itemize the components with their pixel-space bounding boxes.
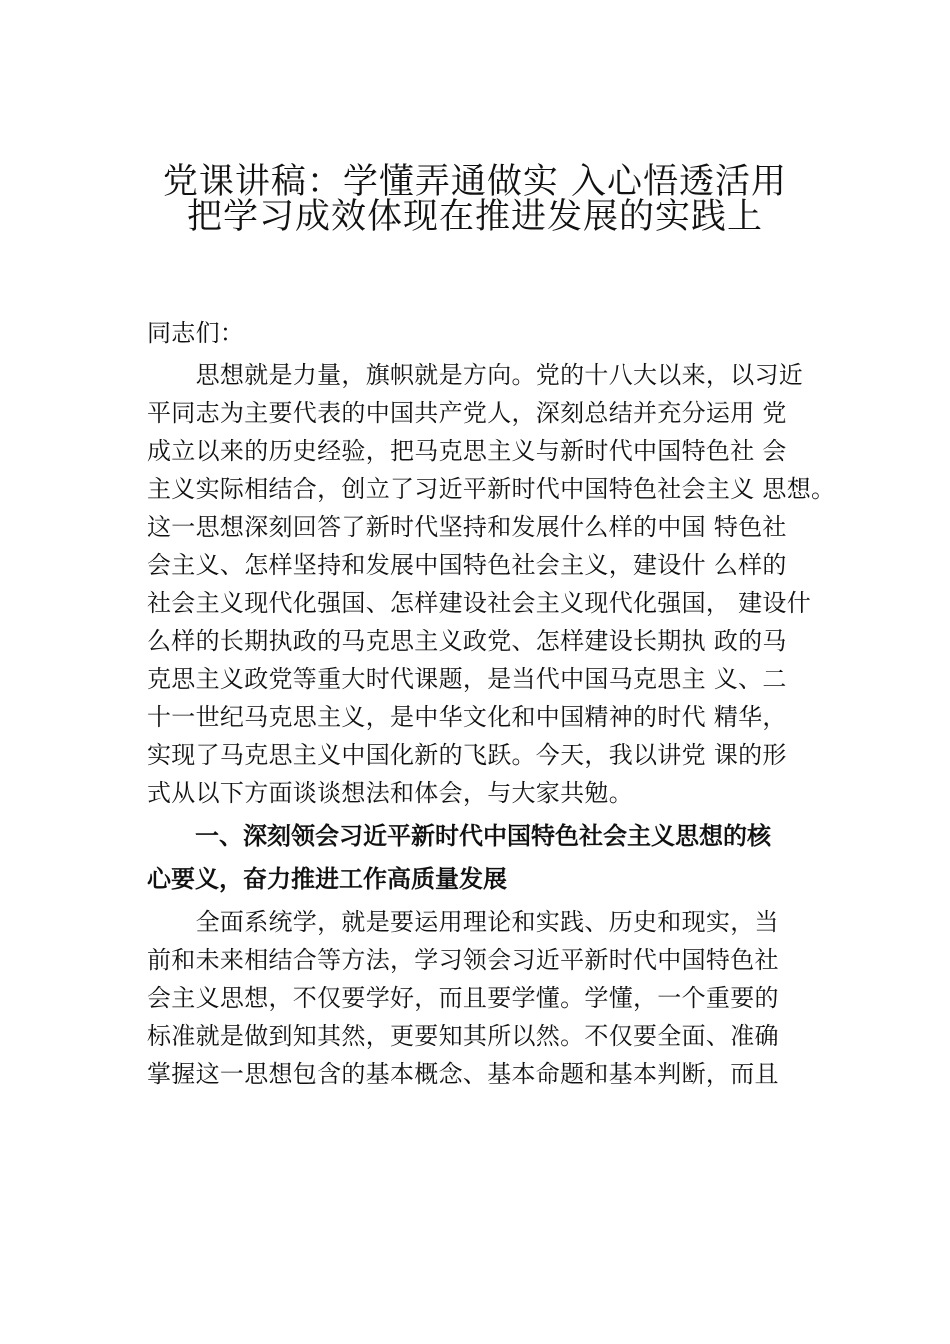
section-body-line: 前和未来相结合等方法，学习领会习近平新时代中国特色社 bbox=[147, 946, 779, 974]
intro-line: 思想就是力量，旗帜就是方向。党的十八大以来，以习近 bbox=[147, 361, 804, 389]
intro-line: 么样的长期执政的马克思主义政党、怎样建设长期执 政的马 bbox=[147, 627, 787, 655]
intro-line: 克思主义政党等重大时代课题，是当代中国马克思主 义、二 bbox=[147, 665, 787, 693]
section-body-line: 全面系统学，就是要运用理论和实践、历史和现实，当 bbox=[147, 908, 779, 936]
salutation: 同志们： bbox=[147, 319, 245, 347]
section-body-line: 会主义思想，不仅要学好，而且要学懂。学懂，一个重要的 bbox=[147, 984, 779, 1012]
intro-line: 这一思想深刻回答了新时代坚持和发展什么样的中国 特色社 bbox=[147, 513, 787, 541]
intro-line: 实现了马克思主义中国化新的飞跃。今天，我以讲党 课的形 bbox=[147, 741, 787, 769]
intro-line: 主义实际相结合，创立了习近平新时代中国特色社会主义 思想。 bbox=[147, 475, 836, 503]
document-title-line-2: 把学习成效体现在推进发展的实践上 bbox=[186, 197, 763, 237]
section-body-line: 掌握这一思想包含的基本概念、基本命题和基本判断，而且 bbox=[147, 1060, 779, 1088]
document-title-line-1: 党课讲稿：学懂弄通做实 入心悟透活用 bbox=[162, 162, 788, 202]
intro-line: 平同志为主要代表的中国共产党人，深刻总结并充分运用 党 bbox=[147, 399, 787, 427]
intro-line: 社会主义现代化强国、怎样建设社会主义现代化强国， 建设什 bbox=[147, 589, 812, 617]
intro-line: 十一世纪马克思主义，是中华文化和中国精神的时代 精华， bbox=[147, 703, 787, 731]
section-heading-line: 一、深刻领会习近平新时代中国特色社会主义思想的核 bbox=[147, 822, 771, 850]
section-heading-line: 心要义，奋力推进工作高质量发展 bbox=[147, 865, 507, 893]
intro-line: 会主义、怎样坚持和发展中国特色社会主义，建设什 么样的 bbox=[147, 551, 787, 579]
intro-line: 式从以下方面谈谈想法和体会，与大家共勉。 bbox=[147, 779, 633, 807]
intro-line: 成立以来的历史经验，把马克思主义与新时代中国特色社 会 bbox=[147, 437, 787, 465]
section-body-line: 标准就是做到知其然，更要知其所以然。不仅要全面、准确 bbox=[147, 1022, 779, 1050]
